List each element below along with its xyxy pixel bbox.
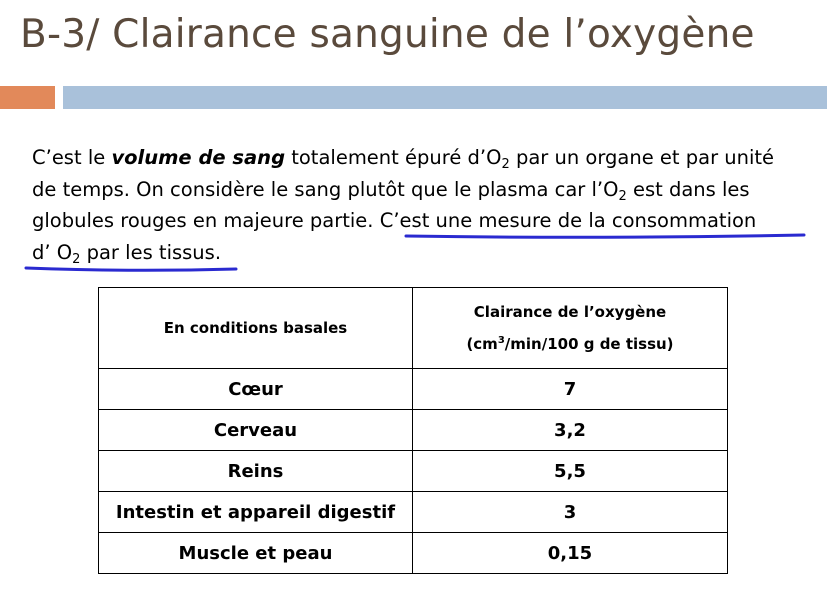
organ-cell: Reins: [99, 451, 413, 492]
oxygen-clearance-table: [98, 287, 728, 574]
highlighted-phrase-part-1: C’est une mesure de la consommation: [379, 209, 757, 232]
organ-cell: Intestin et appareil digestif: [99, 492, 413, 533]
header-clearance: Clairance de l’oxygène ($cm^3/\min/100$ g de tissu): [413, 288, 728, 369]
value-cell: 3: [413, 492, 728, 533]
paragraph-line-3: globules rouges en majeure partie. C’est une mesure de la consommation: [32, 209, 757, 232]
definition-paragraph: [32, 142, 822, 268]
value-cell: 0,15: [413, 533, 728, 574]
value-cell: 3,2: [413, 410, 728, 451]
paragraph-line-2: de temps. On considère le sang plutôt que le plasma car $l’O_2$ est dans les: [32, 177, 750, 204]
table-row: [99, 451, 728, 492]
highlighted-phrase-part-2a: d’ O: [32, 240, 73, 264]
emphasis-volume-de-sang: volume de sang: [111, 146, 286, 169]
organ-cell: Cerveau: [99, 410, 413, 451]
table-header-row: [99, 288, 728, 369]
table-row: [99, 410, 728, 451]
slide-title: B-3/ Clairance sanguine de l’oxygène: [20, 12, 755, 57]
paragraph-line-4: d’ $O_2$ par les tissus.: [32, 240, 222, 267]
paragraph-line-1: C’est le volume de sang totalement épuré $d’O_2$ par un organe et par unité: [32, 146, 775, 172]
organ-cell: Cœur: [99, 369, 413, 410]
accent-bar-blue: [63, 86, 827, 109]
table-row: [99, 369, 728, 410]
value-cell: 7: [413, 369, 728, 410]
organ-cell: Muscle et peau: [99, 533, 413, 574]
value-cell: 5,5: [413, 451, 728, 492]
table-row: [99, 533, 728, 574]
highlighted-phrase-part-2b: par les tissus.: [80, 240, 222, 264]
table-row: [99, 492, 728, 533]
accent-bar-orange: [0, 86, 55, 109]
header-conditions: En conditions basales: [99, 288, 413, 369]
